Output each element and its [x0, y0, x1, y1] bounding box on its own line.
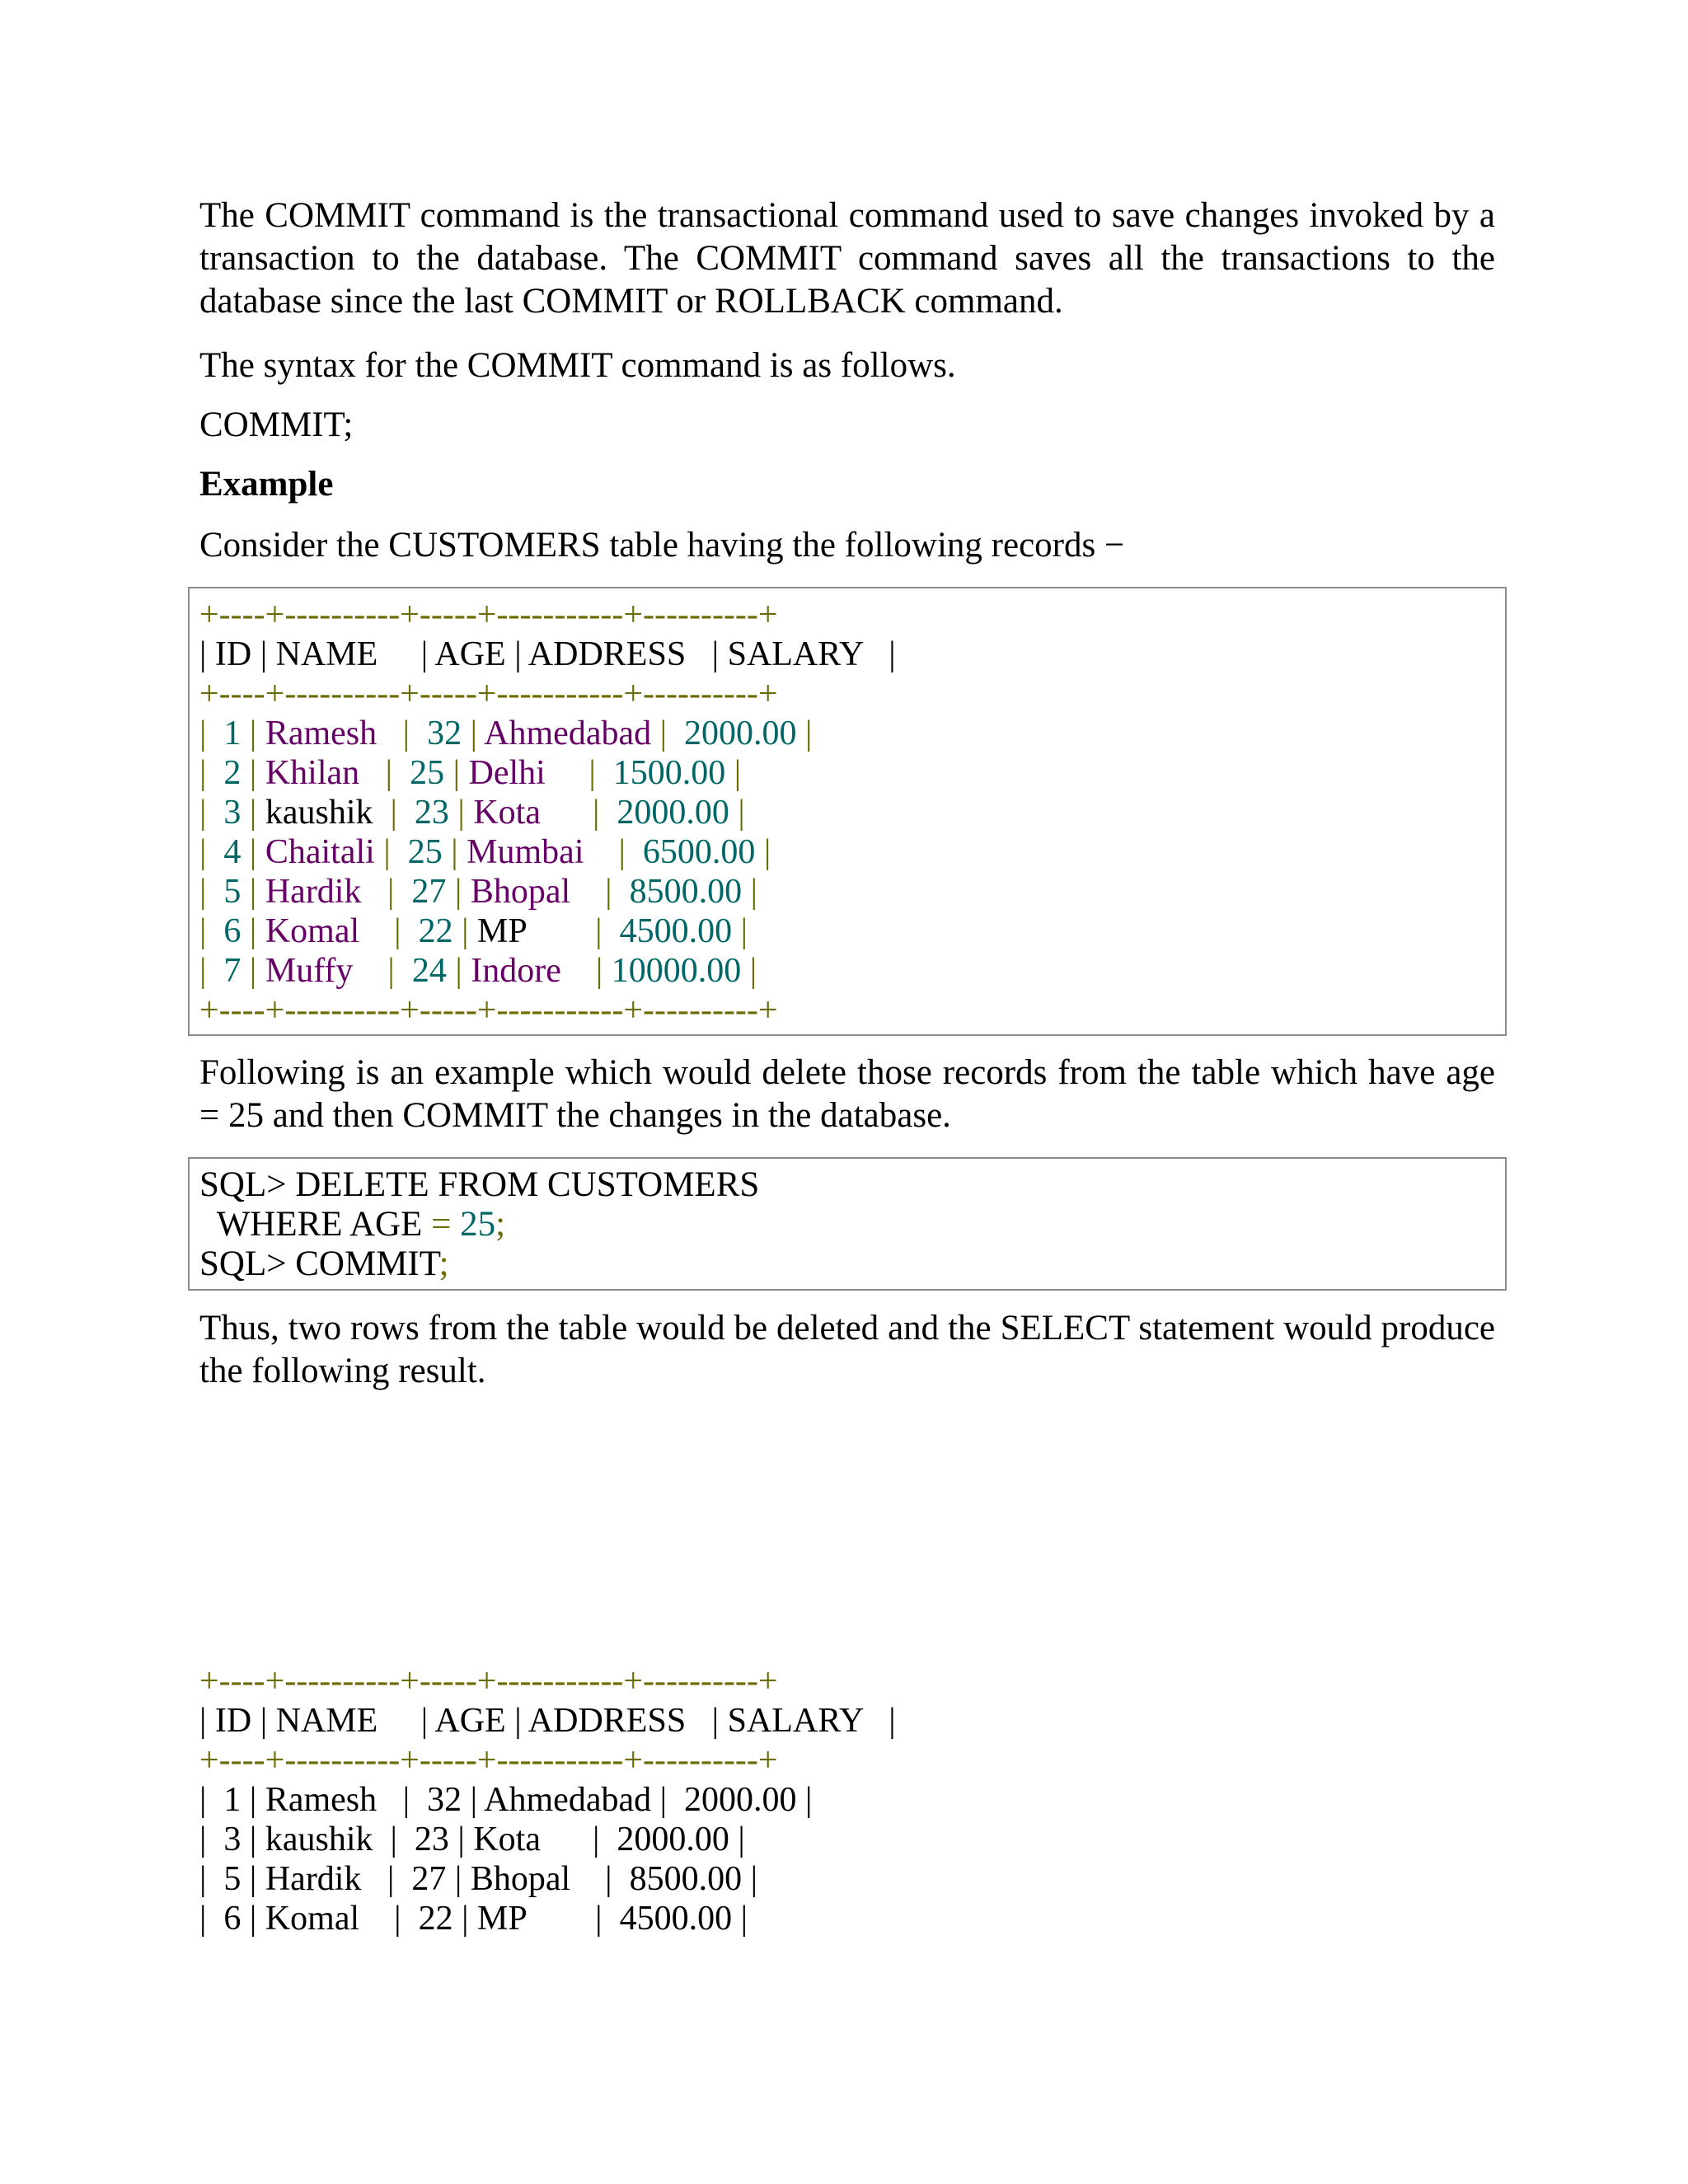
- table-row: [199, 832, 771, 872]
- code-text: COMMIT: [286, 1244, 439, 1283]
- table-pipe: |: [199, 794, 215, 832]
- table-cell-address: MP: [477, 1900, 587, 1938]
- table-row: [199, 872, 757, 912]
- table-cell-salary: 8500.00: [621, 1860, 743, 1898]
- table-pipe: |: [446, 873, 471, 911]
- table-cell-address: Mumbai: [467, 833, 610, 871]
- table-pipe: |: [755, 833, 771, 871]
- table-pipe: |: [241, 1781, 265, 1819]
- table-border: [199, 595, 778, 635]
- table-cell-id: 1: [214, 1781, 241, 1819]
- table-row: [199, 951, 757, 991]
- table-pipe: |: [394, 1781, 419, 1819]
- table-cell-name: Komal: [265, 1900, 386, 1938]
- table-pipe: |: [241, 873, 265, 911]
- table-pipe: |: [385, 912, 410, 950]
- table-cell-address: Bhopal: [470, 1860, 597, 1898]
- table-pipe: |: [241, 1860, 265, 1898]
- syntax-intro-paragraph: The syntax for the COMMIT command is as follows.: [199, 346, 956, 385]
- table-border-text: +----+----------+-----+-----------+----------+: [199, 1662, 778, 1700]
- table-pipe: |: [241, 912, 265, 950]
- table-pipe: |: [442, 833, 467, 871]
- code-semicolon: ;: [438, 1244, 449, 1283]
- table-cell-age: 27: [402, 873, 447, 911]
- table-cell-name: Ramesh: [265, 715, 395, 752]
- table-cell-address: Kota: [473, 794, 584, 832]
- table-cell-id: 3: [214, 794, 241, 832]
- table-pipe: |: [579, 754, 605, 792]
- table-header: [199, 635, 896, 674]
- table-cell-salary: 2000.00: [607, 794, 729, 832]
- table-pipe: |: [199, 873, 215, 911]
- consider-paragraph: Consider the CUSTOMERS table having the following records −: [199, 526, 1125, 565]
- table-pipe: |: [382, 1821, 406, 1858]
- table-cell-salary: 2000.00: [675, 1781, 797, 1819]
- table-row: [199, 912, 748, 951]
- table-row: [199, 753, 741, 793]
- table-pipe: |: [199, 715, 215, 752]
- table-border-text: +----+----------+-----+-----------+----------+: [199, 596, 778, 634]
- sql-prompt: SQL>: [199, 1165, 287, 1204]
- table-pipe: |: [199, 912, 215, 950]
- table-pipe: |: [241, 1821, 265, 1858]
- table-pipe: |: [444, 754, 469, 792]
- table-cell-name: Chaitali: [265, 833, 375, 871]
- table-border-text: +----+----------+-----+-----------+----------+: [199, 991, 778, 1029]
- table-cell-name: Ramesh: [265, 1781, 395, 1819]
- table-pipe: |: [725, 754, 742, 792]
- table-header-text: | ID | NAME | AGE | ADDRESS | SALARY |: [199, 635, 896, 673]
- table-cell-address: Delhi: [468, 754, 580, 792]
- table-cell-salary: 8500.00: [621, 873, 743, 911]
- table-pipe: |: [596, 873, 621, 911]
- table-pipe: |: [446, 952, 471, 990]
- table-cell-salary: 6500.00: [634, 833, 756, 871]
- table-header-text: | ID | NAME | AGE | ADDRESS | SALARY |: [199, 1702, 896, 1740]
- table-pipe: |: [241, 833, 265, 871]
- table-pipe: |: [741, 952, 757, 990]
- table-border-text: +----+----------+-----+-----------+----------+: [199, 675, 778, 713]
- table-cell-age: 27: [402, 1860, 447, 1898]
- table-cell-id: 3: [214, 1821, 241, 1858]
- table-pipe: |: [448, 1821, 474, 1858]
- table-pipe: |: [446, 1860, 471, 1898]
- intro-paragraph: The COMMIT command is the transactional command used to save changes invoked by a transaction to the database. The COMMIT command saves all the transactions to the database since the last COMMIT or ROLLBACK command.: [199, 196, 1495, 321]
- table-border: [199, 674, 778, 714]
- table-cell-address: Bhopal: [470, 873, 597, 911]
- table-row: [199, 714, 812, 753]
- table-pipe: |: [378, 952, 404, 990]
- table-pipe: |: [462, 1781, 485, 1819]
- table-row: [199, 1820, 745, 1859]
- table-pipe: |: [199, 833, 215, 871]
- table-cell-salary: 4500.00: [611, 1900, 733, 1938]
- table-cell-address: Ahmedabad: [484, 1781, 652, 1819]
- table-cell-name: Komal: [265, 912, 386, 950]
- code-operator: =: [431, 1205, 452, 1244]
- table-header: [199, 1701, 896, 1741]
- table-cell-salary: 1500.00: [604, 754, 726, 792]
- table-pipe: |: [732, 1900, 748, 1938]
- table-pipe: |: [729, 1821, 745, 1858]
- table-pipe: |: [651, 715, 676, 752]
- table-cell-salary: 2000.00: [607, 1821, 729, 1858]
- table-pipe: |: [587, 952, 612, 990]
- table-pipe: |: [394, 715, 419, 752]
- table-pipe: |: [586, 912, 612, 950]
- table-cell-age: 23: [406, 1821, 449, 1858]
- table-pipe: |: [729, 794, 745, 832]
- table-pipe: |: [452, 912, 477, 950]
- code-value: 25: [451, 1205, 496, 1244]
- table-cell-id: 7: [214, 952, 241, 990]
- table-cell-age: 22: [410, 912, 453, 950]
- table-cell-name: Muffy: [265, 952, 379, 990]
- table-cell-id: 2: [214, 754, 241, 792]
- table-pipe: |: [742, 873, 757, 911]
- table-pipe: |: [377, 754, 401, 792]
- table-row: [199, 793, 745, 832]
- thus-paragraph: Thus, two rows from the table would be deleted and the SELECT statement would produce the following result.: [199, 1309, 1495, 1390]
- code-line-3: [199, 1244, 449, 1284]
- table-cell-age: 25: [401, 754, 445, 792]
- table-pipe: |: [199, 1860, 215, 1898]
- table-cell-age: 23: [406, 794, 449, 832]
- table-border: [199, 991, 778, 1030]
- table-pipe: |: [241, 952, 265, 990]
- example-heading: Example: [199, 465, 334, 504]
- table-row: [199, 1859, 757, 1899]
- table-pipe: |: [651, 1781, 676, 1819]
- table-cell-address: Indore: [471, 952, 588, 990]
- table-border-text: +----+----------+-----+-----------+----------+: [199, 1741, 778, 1779]
- table-pipe: |: [742, 1860, 757, 1898]
- table-cell-age: 25: [399, 833, 443, 871]
- table-cell-id: 6: [214, 1900, 241, 1938]
- syntax-line: COMMIT;: [199, 405, 354, 444]
- table-pipe: |: [462, 715, 485, 752]
- table-pipe: |: [199, 754, 215, 792]
- table-pipe: |: [199, 1821, 215, 1858]
- table-cell-id: 6: [214, 912, 241, 950]
- table-pipe: |: [385, 1900, 410, 1938]
- table-pipe: |: [796, 715, 813, 752]
- table-cell-salary: 2000.00: [675, 715, 797, 752]
- table-pipe: |: [596, 1860, 621, 1898]
- table-cell-age: 32: [418, 715, 462, 752]
- table-pipe: |: [378, 873, 403, 911]
- table-pipe: |: [382, 794, 406, 832]
- table-pipe: |: [584, 1821, 608, 1858]
- table-pipe: |: [199, 1781, 215, 1819]
- table-pipe: |: [241, 715, 265, 752]
- table-cell-address: Kota: [473, 1821, 584, 1858]
- table-cell-id: 1: [214, 715, 241, 752]
- table-pipe: |: [448, 794, 474, 832]
- table-row: [199, 1780, 812, 1820]
- table-cell-id: 5: [214, 1860, 241, 1898]
- table-cell-address: Ahmedabad: [484, 715, 652, 752]
- sql-prompt: SQL>: [199, 1244, 287, 1283]
- code-line-1: [199, 1165, 759, 1205]
- table-cell-address: MP: [477, 912, 587, 950]
- table-pipe: |: [452, 1900, 477, 1938]
- table-border: [199, 1741, 778, 1780]
- table-cell-name: kaushik: [265, 794, 382, 832]
- table-border: [199, 1661, 778, 1701]
- table-pipe: |: [610, 833, 635, 871]
- table-cell-name: Hardik: [265, 873, 379, 911]
- table-pipe: |: [241, 1900, 265, 1938]
- table-cell-id: 5: [214, 873, 241, 911]
- code-text: DELETE FROM CUSTOMERS: [286, 1165, 760, 1204]
- table-pipe: |: [241, 794, 265, 832]
- table-row: [199, 1899, 748, 1938]
- table-pipe: |: [199, 1900, 215, 1938]
- table-cell-age: 22: [410, 1900, 453, 1938]
- code-semicolon: ;: [495, 1205, 506, 1244]
- table-pipe: |: [378, 1860, 403, 1898]
- table-cell-id: 4: [214, 833, 241, 871]
- table-cell-name: Hardik: [265, 1860, 379, 1898]
- table-cell-name: kaushik: [265, 1821, 382, 1858]
- table-cell-age: 32: [418, 1781, 462, 1819]
- table-pipe: |: [584, 794, 608, 832]
- table-pipe: |: [586, 1900, 612, 1938]
- table-pipe: |: [199, 952, 215, 990]
- table-pipe: |: [374, 833, 400, 871]
- table-pipe: |: [796, 1781, 813, 1819]
- table-cell-salary: 10000.00: [611, 952, 742, 990]
- code-line-2: [199, 1205, 505, 1244]
- code-text: WHERE AGE: [199, 1205, 432, 1244]
- table-pipe: |: [732, 912, 748, 950]
- table-cell-name: Khilan: [265, 754, 377, 792]
- following-paragraph: Following is an example which would delete those records from the table which have age = 25 and then COMMIT the changes in the database.: [199, 1053, 1495, 1135]
- table-pipe: |: [241, 754, 265, 792]
- table-cell-age: 24: [403, 952, 447, 990]
- table-cell-salary: 4500.00: [611, 912, 733, 950]
